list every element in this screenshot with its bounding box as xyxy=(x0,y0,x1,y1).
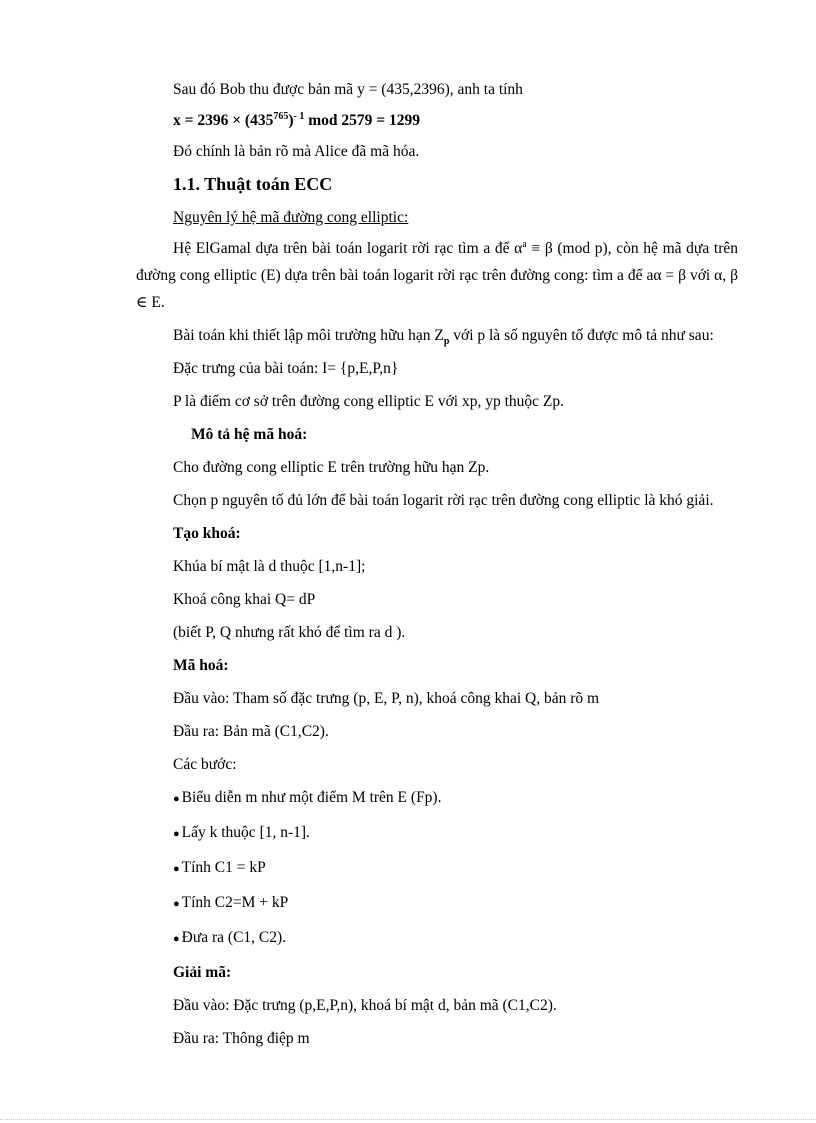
list-item-text: Biểu diễn m như một điểm M trên E (Fp). xyxy=(181,789,442,806)
paragraph-plaintext xyxy=(136,138,738,165)
section-keygen: Tạo khoá: xyxy=(173,525,241,542)
list-item-text: Tính C2=M + kP xyxy=(181,894,289,911)
paragraph-dec-input: Đầu vào: Đặc trưng (p,E,P,n), khoá bí mật d, bản mã (C1,C2). xyxy=(173,997,557,1014)
paragraph-setup xyxy=(136,322,738,349)
paragraph-bob-receives xyxy=(136,76,738,103)
formula-exponent-minus-one: - 1 xyxy=(293,110,305,122)
formula-part-a: x = 2396 × (435 xyxy=(173,112,274,129)
bullet-icon xyxy=(173,824,182,841)
paragraph-enc-input: Đầu vào: Tham số đặc trưng (p, E, P, n), khoá công khai Q, bản rõ m xyxy=(173,690,600,707)
text-setup-a: Bài toán khi thiết lập môi trường hữu hạn Z xyxy=(173,327,444,344)
bullet-icon xyxy=(173,894,182,911)
formula-decryption xyxy=(136,107,738,134)
bullet-icon xyxy=(173,859,182,876)
paragraph-basepoint: P là điểm cơ sở trên đường cong elliptic E với xp, yp thuộc Zp. xyxy=(173,393,565,410)
section-encrypt: Mã hoá: xyxy=(173,657,229,674)
list-item xyxy=(136,924,738,953)
formula-exponent-765: 765 xyxy=(273,110,289,122)
list-item-text: Lấy k thuộc [1, n-1]. xyxy=(181,824,310,841)
formula-part-c: mod 2579 = 1299 xyxy=(304,112,420,129)
bullet-icon xyxy=(173,929,182,946)
paragraph-choose-p: Chọn p nguyên tố đủ lớn để bài toán logarit rời rạc trên đường cong elliptic là khó giải. xyxy=(173,492,714,509)
setup-subscript-p: p xyxy=(443,336,450,348)
paragraph-enc-steps-label: Các bước: xyxy=(173,756,237,773)
list-item xyxy=(136,854,738,883)
paragraph-curve: Cho đường cong elliptic E trên trường hữu hạn Zp. xyxy=(173,459,490,476)
list-item xyxy=(136,819,738,848)
paragraph-hard-problem: (biết P, Q nhưng rất khó để tìm ra d ). xyxy=(173,624,406,641)
text-elgamal-a: Hệ ElGamal dựa trên bài toán logarit rời rạc tìm a để α xyxy=(173,240,523,257)
paragraph-elgamal xyxy=(136,235,738,316)
text-plaintext: Đó chính là bản rõ mà Alice đã mã hóa. xyxy=(173,143,420,160)
list-item xyxy=(136,889,738,918)
text-principle: Nguyên lý hệ mã đường cong elliptic: xyxy=(173,209,409,226)
section-heading-ecc: 1.1. Thuật toán ECC xyxy=(173,174,333,194)
paragraph-enc-output: Đầu ra: Bản mã (C1,C2). xyxy=(173,723,329,740)
list-item-text: Tính C1 = kP xyxy=(181,859,266,876)
page-content xyxy=(136,76,738,1058)
formula-part-b: ) xyxy=(288,112,294,129)
page-bottom-divider xyxy=(0,1119,816,1120)
section-description: Mô tả hệ mã hoá: xyxy=(191,426,308,443)
list-item-text: Đưa ra (C1, C2). xyxy=(181,929,287,946)
subheading-principle xyxy=(136,204,738,231)
paragraph-private-key: Khúa bí mật là d thuộc [1,n-1]; xyxy=(173,558,366,575)
bullet-icon xyxy=(173,789,182,806)
section-decrypt: Giải mã: xyxy=(173,964,232,981)
paragraph-public-key: Khoá công khai Q= dP xyxy=(173,591,316,608)
text-bob-receives: Sau đó Bob thu được bản mã y = (435,2396), anh ta tính xyxy=(173,81,523,98)
paragraph-features: Đặc trưng của bài toán: I= {p,E,P,n} xyxy=(173,360,399,377)
paragraph-dec-output: Đầu ra: Thông điệp m xyxy=(173,1030,310,1047)
text-setup-b: với p là số nguyên tố được mô tả như sau: xyxy=(449,327,714,344)
list-item xyxy=(136,784,738,813)
text-elgamal-b: ≡ β (mod p), còn hệ mã dựa trên đường cong elliptic (E) dựa trên bài toán logarit rời rạc trên đường cong: tìm a để aα = β với α, β ∈ E. xyxy=(136,240,738,311)
elgamal-superscript-a: a xyxy=(522,238,527,250)
